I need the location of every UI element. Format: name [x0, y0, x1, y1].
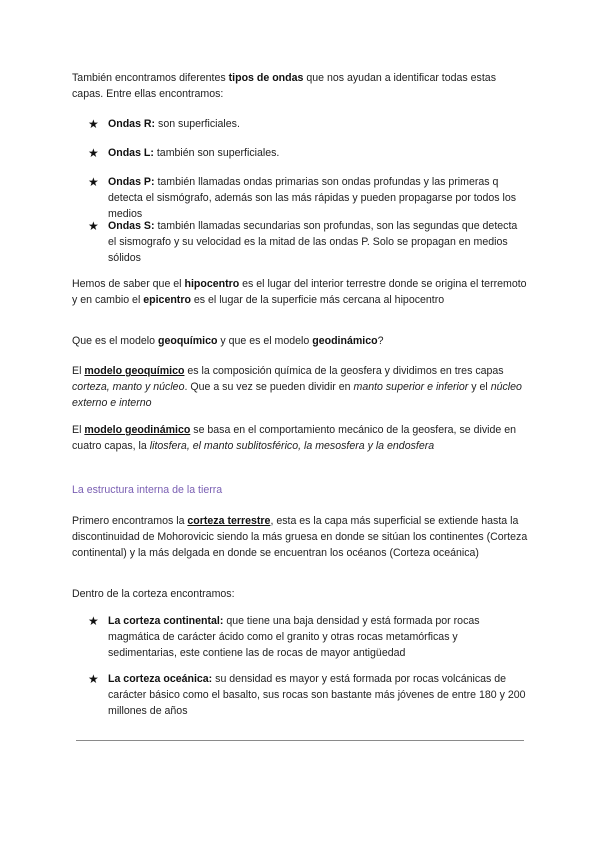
intro-paragraph: También encontramos diferentes tipos de ondas que nos ayudan a identificar todas estas capas. Entre ellas encontramos: [72, 72, 496, 100]
geoquimico-paragraph: El modelo geoquímico es la composición química de la geosfera y dividimos en tres capas corteza, manto y núcleo. Que a su vez se pueden dividir en manto superior e inferior y el núcleo externo e interno [72, 365, 522, 409]
corteza-paragraph: Primero encontramos la corteza terrestre, esta es la capa más superficial se extiende hasta la discontinuidad de Mohorovicic siendo la más gruesa en donde se sitúan los continentes (Corteza continental) y la más delgada en donde se encuentran los océanos (Corteza oceánica) [72, 515, 528, 559]
hipocentro-paragraph: Hemos de saber que el hipocentro es el lugar del interior terrestre donde se origina el terremoto y en cambio el epicentro es el lugar de la superficie más cercana al hipocentro [72, 278, 527, 306]
list-item-ondas-s: ★ Ondas S: también llamadas secundarias son profundas, son las segundas que detecta el sismografo y su velocidad es la mitad de las ondas P. Solo se propagan en medios sólidos [88, 219, 518, 264]
list-item-ondas-p: ★ Ondas P: también llamadas ondas primarias son ondas profundas y las primeras q detecta el sismógrafo, además son las más rápidas y pueden propagarse por todos los medios [88, 175, 517, 220]
star-bullet-icon: ★ [88, 219, 99, 233]
star-bullet-icon: ★ [88, 117, 99, 131]
section-heading: La estructura interna de la tierra [72, 484, 223, 496]
star-bullet-icon: ★ [88, 614, 99, 628]
geodinamico-paragraph: El modelo geodinámico se basa en el comportamiento mecánico de la geosfera, se divide en cuatro capas, la litosfera, el manto sublitosférico, la mesosfera y la endosfera [72, 424, 516, 452]
star-bullet-icon: ★ [88, 146, 99, 160]
list-item-ondas-l: ★ Ondas L: también son superficiales. [88, 146, 280, 160]
list-item-ondas-r: ★ Ondas R: son superficiales. [88, 117, 240, 131]
question-paragraph: Que es el modelo geoquímico y que es el modelo geodinámico? [72, 335, 384, 347]
list-item-corteza-oceanica: ★ La corteza oceánica: su densidad es mayor y está formada por rocas volcánicas de carácter básico como el basalto, sus rocas son bastante más jóvenes de entre 180 y 200 millones de años [88, 672, 526, 717]
star-bullet-icon: ★ [88, 175, 99, 189]
star-bullet-icon: ★ [88, 672, 99, 686]
horizontal-divider [76, 740, 524, 741]
dentro-paragraph: Dentro de la corteza encontramos: [72, 588, 235, 600]
list-item-corteza-continental: ★ La corteza continental: que tiene una baja densidad y está formada por rocas magmática de carácter ácido como el granito y otras rocas metamórficas y sedimentarias, este contiene las de rocas de mayor antigüedad [88, 614, 480, 659]
